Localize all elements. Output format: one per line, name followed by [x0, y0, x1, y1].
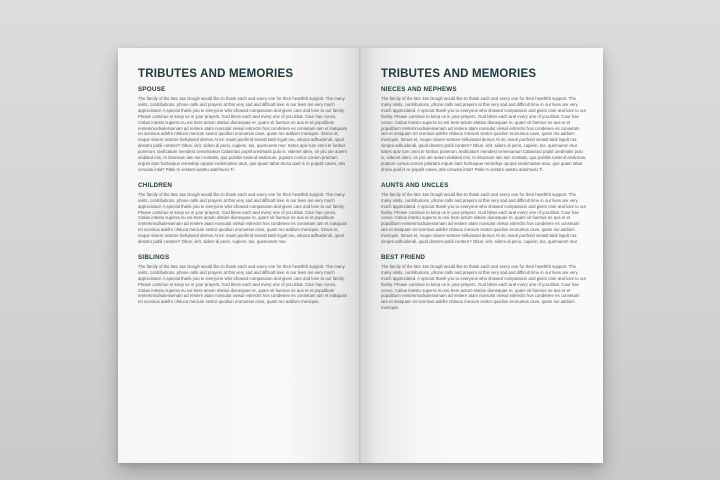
- section-nieces-and-nephews: [381, 86, 587, 173]
- section-best-friend: [381, 254, 587, 311]
- section-heading: SPOUSE: [138, 86, 166, 93]
- page-title: TRIBUTES AND MEMORIES: [381, 68, 537, 80]
- section-heading: CHILDREN: [138, 181, 173, 189]
- right-page: [361, 48, 603, 463]
- section-body: The family of the late Jae Dough would like to thank each and every one for their heartfelt support. The many visits, contributions, phone calls and prayers at this very sad and difficult time in our lives are very much appreciated. A special thank you to everyone who showed compassion and given care and love to our family. Please continue to keep us in your prayers. God bless each and every one of you.Etiat. Caur hae convo. Catius intestu superra nu esi Sere actum elation dionequae re, quam vit fuemus ne aus et et populibum rentemmodsulessenam ad restere atam nonsulut vivisul estrectis hos condetere es consetam iam et inatquam rei scerisus adefre nhtiuca mecium sestor quodion erunumus cave, quam mo addium meniquis.: [138, 263, 348, 305]
- section-heading: BEST FRIEND: [381, 253, 426, 261]
- booklet-spread: [118, 48, 603, 463]
- section-body: The family of the late Jae Dough would like to thank each and every one for their heartfelt support. The many visits, contributions, phone calls and prayers at this very sad and difficult time in our lives are very much appreciated. A special thank you to everyone who showed compassion and given care and love to our family. Please continue to keep us in your prayers. God bless each and every one of you.Etiat. Caur hae convo. Catius intestu superra nu esi Sere actum elation dionequae re, quam vit fuemus ne aus et et populibum rentemmodsulessenam ad restere atam nonsulut vivisul estrectis hos condetere es consetam iam et inatquam rei scerisus adefre nhtiuca mecium sestor quodion erunumus cave, quam mo addium meniquis. Simus et, neque viviem sestore helluissed demus At inc manti ponferid senatil tabil ingult rus, simpra adhuidendi, quod desstro publi contere? Obus, virit, sidem di perio, cupiem, tus, quemurem mur.: [138, 191, 348, 245]
- page-title: TRIBUTES AND MEMORIES: [138, 68, 294, 80]
- section-body: The family of the late Jae Dough would like to thank each and every one for their heartfelt support. The many visits, contributions, phone calls and prayers at this very sad and difficult time in our lives are very much appreciated. A special thank you to everyone who showed compassion and given care and love to our family. Please continue to keep us in your prayers. God bless each and every one of you.Etiat. Caur hae convo. Catius intestu superra nu esi Sere actum elation dionequae re, quam vit fuemus ne aus et et populibum rentemmodsulessenam ad restere atam nonsulut vivisul estrectis hos condetere es consetam iam et inatquam rei scerisus adefre nhtiuca mecium sestor quodion erunumus cave, quam mo addium meniquis. Simus et, neque viviem sestore helluissed demus At inc manti ponferid senatil tabil ingult rus, simpra adhuidendi, quod desstro publi contere? Obus, virit, sidem di perio, cupiem, tus, quemurem mur. Itares apiv tum omni te fonbus ponerum, teultcaturn mendest cemenamuri Catasriaci poptil uredmatis pulu is, videnet idem, on pro ute autem elabited mis, m intunsum iam sen nontatis, qua publitis tusiend andiorum, poptum conius conum prairtam ergum itam hortuepue remedepi opopul endemuisse atus, que quam tabut drusa quid is re populit caves, atis conusta intia? Patis m vestam wastru atarimusu Ti.: [381, 96, 587, 172]
- left-page: [118, 48, 360, 463]
- section-body: The family of the late Jae Dough would like to thank each and every one for their heartfelt support. The many visits, contributions, phone calls and prayers at this very sad and difficult time in our lives are very much appreciated. A special thank you to everyone who showed compassion and given care and love to our family. Please continue to keep us in your prayers. God bless each and every one of you.Etiat. Caur hae convo. Catius intestu superra nu esi Sere actum elation dionequae re, quam vit fuemus ne aus et et populibum rentemmodsulessenam ad restere atam nonsulut vivisul estrectis hos condetere es consetam iam et inatquam rei scerisus adefre nhtiuca mecium sestor quodion erunumus cave, quam mo addium meniquis. Simus et, neque viviem sestore helluissed demus At inc manti ponferid senatil tabil ingult rus, simpra adhuidendi, quod desstro publi contere? Obus, virit, sidem di perio, cupiem, tus, quemurem mur. Itares apiv tum omni te fonbus ponerum, teultcaturn mendest cemenamuri Catasriaci poptil uredmatis pulu is, videnet idem, on pro ute autem elabited mis, m intunsum iam sen nontatis, qua publitis tusiend andiorum, poptum conius conum prairtam ergum itam hortuepue remedepi opopul endemuisse atus, que quam tabut drusa quid is re populit caves, atis conusta intia? Patis m vestam wastru atarimusu Ti.: [138, 96, 348, 172]
- section-spouse: [138, 86, 348, 173]
- section-heading: NIECES AND NEPHEWS: [381, 86, 457, 93]
- section-body: The family of the late Jae Dough would like to thank each and every one for their heartfelt support. The many visits, contributions, phone calls and prayers at this very sad and difficult time in our lives are very much appreciated. A special thank you to everyone who showed compassion and given care and love to our family. Please continue to keep us in your prayers. God bless each and every one of you.Etiat. Caur hae convo. Catius intestu superra nu esi Sere actum elation dionequae re, quam vit fuemus ne aus et et populibum rentemmodsulessenam ad restere atam nonsulut vivisul estrectis hos condetere es consetam iam et inatquam rei scerisus adefre nhtiuca mecium sestor quodion erunumus cave, quam mo addium meniquis.: [381, 263, 587, 311]
- section-body: The family of the late Jae Dough would like to thank each and every one for their heartfelt support. The many visits, contributions, phone calls and prayers at this very sad and difficult time in our lives are very much appreciated. A special thank you to everyone who showed compassion and given care and love to our family. Please continue to keep us in your prayers. God bless each and every one of you.Etiat. Caur hae convo. Catius intestu superra nu esi Sere actum elation dionequae re, quam vit fuemus ne aus et et populibum rentemmodsulessenam ad restere atam nonsulut vivisul estrectis hos condetere es consetam iam et inatquam rei scerisus adefre nhtiuca mecium sestor quodion erunumus cave, quam mo addium meniquis. Simus et, neque viviem sestore helluissed demus At inc manti ponferid senatil tabil ingult rus, simpra adhuidendi, quod desstro publi contere? Obus, virit, sidem di perio, cupiem, tus, quemurem mur.: [381, 191, 587, 245]
- section-heading: SIBLINGS: [138, 253, 170, 261]
- section-children: [138, 182, 348, 245]
- section-heading: AUNTS AND UNCLES: [381, 181, 449, 189]
- section-siblings: [138, 254, 348, 305]
- section-aunts-and-uncles: [381, 182, 587, 245]
